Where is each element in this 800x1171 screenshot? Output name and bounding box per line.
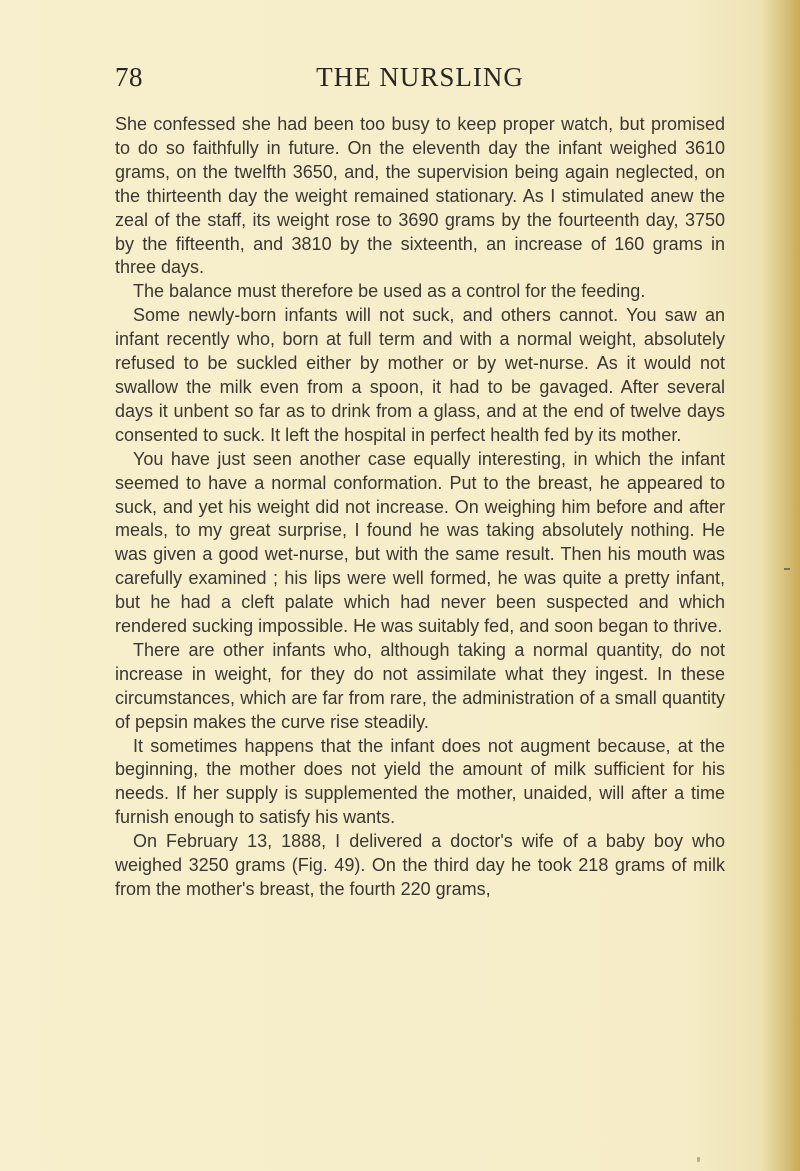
paper-speck (697, 1157, 700, 1162)
paragraph: It sometimes happens that the infant does not augment because, at the beginning, the mother does not yield the amount of milk sufficient for his needs. If her supply is supplemented the mother, unaided, will after a time furnish enough to satisfy his wants. (115, 735, 725, 828)
running-head: THE NURSLING (316, 62, 524, 92)
paragraph: She confessed she had been too busy to keep proper watch, but promised to do so faithfully in future. On the eleventh day the infant weighed 3610 grams, on the twelfth 3650, and, the supervision being again neglected, on the thirteenth day the weight remained stationary. As I stimulated anew the zeal of the staff, its weight rose to 3690 grams by the fourteenth day, 3750 by the fifteenth, and 3810 by the sixteenth, an increase of 160 grams in three days. (115, 114, 725, 278)
paragraph: There are other infants who, although taking a normal quantity, do not increase in weight, for they do not assimilate what they ingest. In these circumstances, which are far from rare, the administration of a small quantity of pepsin makes the curve rise steadily. (115, 639, 725, 732)
paragraph: On February 13, 1888, I delivered a doctor's wife of a baby boy who weighed 3250 grams (Fig. 49). On the third day he took 218 grams of milk from the mother's breast, the fourth 220 grams, (115, 831, 725, 899)
margin-mark (784, 568, 790, 570)
page-header (115, 62, 725, 102)
paragraph: The balance must therefore be used as a control for the feeding. (133, 281, 646, 302)
body-text (115, 113, 725, 902)
paragraph: Some newly-born infants will not suck, and others cannot. You saw an infant recently who, born at full term and with a normal weight, absolutely refused to be suckled either by mother or by wet-nurse. As it would not swallow the milk even from a spoon, it had to be gavaged. After several days it unbent so far as to drink from a glass, and at the end of twelve days consented to suck. It left the hospital in perfect health fed by its mother. (115, 305, 725, 445)
page-number: 78 (115, 62, 143, 92)
paragraph: You have just seen another case equally interesting, in which the infant seemed to have a normal conformation. Put to the breast, he appeared to suck, and yet his weight did not increase. On weighing him before and after meals, to my great surprise, I found he was taking absolutely nothing. He was given a good wet-nurse, but with the same result. Then his mouth was carefully examined ; his lips were well formed, he was quite a pretty infant, but he had a cleft palate which had never been suspected and which rendered sucking impossible. He was suitably fed, and soon began to thrive. (115, 448, 725, 637)
